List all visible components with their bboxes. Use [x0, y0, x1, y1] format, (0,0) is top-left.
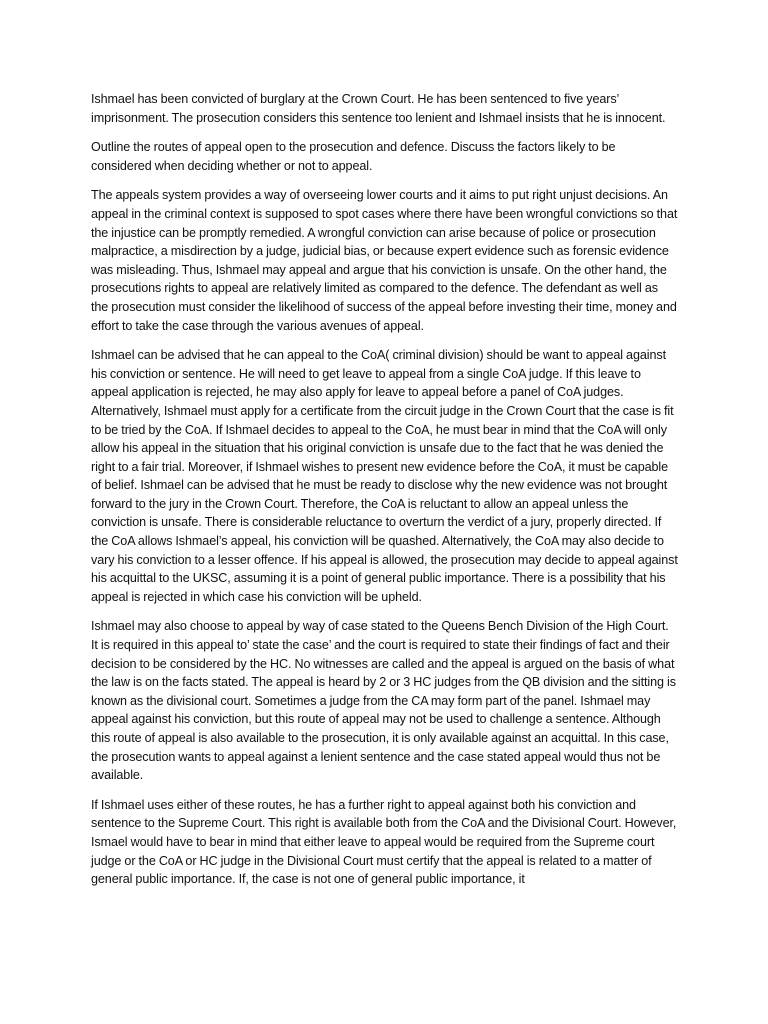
paragraph-question: Outline the routes of appeal open to the prosecution and defence. Discuss the factors likely to be considered when deciding whether or not to appeal.	[91, 140, 616, 173]
paragraph-scenario: Ishmael has been convicted of burglary at the Crown Court. He has been sentenced to five years’ imprisonment. The prosecution considers this sentence too lenient and Ishmael insists that he is innocent.	[91, 92, 666, 125]
paragraph-coa-appeal: Ishmael can be advised that he can appeal to the CoA( criminal division) should be want to appeal against his conviction or sentence. He will need to get leave to appeal from a single CoA judge. If this leave to appeal application is rejected, he may also apply for leave to appeal before a panel of CoA judges. Alternatively, Ishmael must apply for a certificate from the circuit judge in the Crown Court that the case is fit to be tried by the CoA. If Ishmael decides to appeal to the CoA, he must bear in mind that the CoA will only allow his appeal in the situation that his original conviction is unsafe due to the fact that he was denied the right to a fair trial. Moreover, if Ishmael wishes to present new evidence before the CoA, it must be capable of belief. Ishmael can be advised that he must be ready to disclose why the new evidence was not brought forward to the jury in the Crown Court. Therefore, the CoA is reluctant to allow an appeal unless the conviction is unsafe. There is considerable reluctance to overturn the verdict of a jury, properly directed. If the CoA allows Ishmael’s appeal, his conviction will be quashed. Alternatively, the CoA may also decide to vary his conviction to a lesser offence. If his appeal is allowed, the prosecution may decide to appeal against his acquittal to the UKSC, assuming it is a point of general public importance. There is a possibility that his appeal is rejected in which case his conviction will be upheld.	[91, 348, 678, 604]
paragraph-case-stated: Ishmael may also choose to appeal by way of case stated to the Queens Bench Division of the High Court. It is required in this appeal to’ state the case’ and the court is required to state their findings of fact and their decision to be considered by the HC. No witnesses are called and the appeal is argued on the basis of what the law is on the facts stated. The appeal is heard by 2 or 3 HC judges from the QB division and the sitting is known as the divisional court. Sometimes a judge from the CA may form part of the panel. Ishmael may appeal against his conviction, but this route of appeal may not be used to challenge a sentence. Although this route of appeal is also available to the prosecution, it is only available against an acquittal. In this case, the prosecution wants to appeal against a lenient sentence and the case stated appeal would thus not be available.	[91, 619, 676, 783]
paragraph-appeals-system: The appeals system provides a way of overseeing lower courts and it aims to put right unjust decisions. An appeal in the criminal context is supposed to spot cases where there have been wrongful convictions so that the injustice can be promptly remedied. A wrongful conviction can arise because of police or prosecution malpractice, a misdirection by a judge, judicial bias, or because expert evidence such as forensic evidence was misleading. Thus, Ishmael may appeal and argue that his conviction is unsafe. On the other hand, the prosecutions rights to appeal are relatively limited as compared to the defence. The defendant as well as the prosecution must consider the likelihood of success of the appeal before investing their time, money and effort to take the case through the various avenues of appeal.	[91, 188, 678, 333]
paragraph-supreme-court: If Ishmael uses either of these routes, he has a further right to appeal against both his conviction and sentence to the Supreme Court. This right is available both from the CoA and the Divisional Court. However, Ismael would have to bear in mind that either leave to appeal would be required from the Supreme court judge or the CoA or HC judge in the Divisional Court must certify that the appeal is related to a matter of general public importance. If, the case is not one of general public importance, it	[91, 797, 677, 887]
